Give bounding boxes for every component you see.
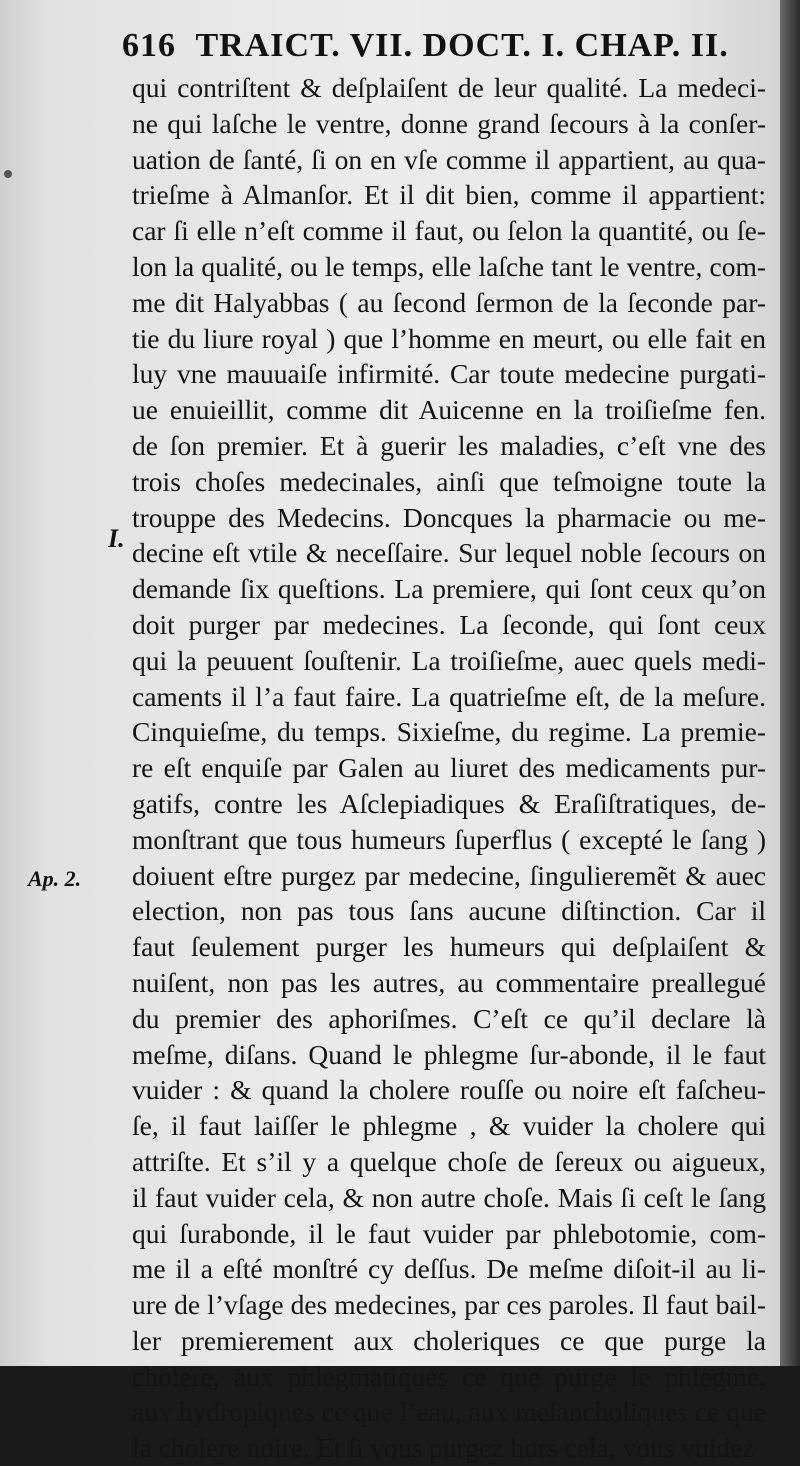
- running-header: [122, 26, 762, 66]
- text-line: attriſte. Et s’il y a quelque choſe de ſereux ou aigueux,: [132, 1145, 766, 1177]
- text-line: caments il l’a faut faire. La quatrieſme eſt, de la meſure.: [132, 680, 766, 712]
- text-line: gatifs, contre les Aſclepiadiques & Eraſiſtratiques, de-: [132, 787, 766, 819]
- running-title: TRAICT. VII. DOCT. I. CHAP. II.: [195, 27, 729, 64]
- text-line: uation de ſanté, ſi on en vſe comme il appartient, au qua-: [132, 143, 766, 175]
- text-line: meſme, diſans. Quand le phlegme ſur-abonde, il le faut: [132, 1038, 766, 1070]
- text-line: qui contriſtent & deſplaiſent de leur qualité. La medeci-: [132, 72, 766, 103]
- text-line: car ſi elle n’eſt comme il faut, ou ſelon la quantité, ou ſe-: [132, 215, 766, 247]
- text-line: monſtrant que tous humeurs ſuperflus ( excepté le ſang ): [132, 823, 766, 855]
- text-line: ler premierement aux choleriques ce que purge la: [132, 1324, 766, 1356]
- text-line: re eſt enquiſe par Galen au liuret des medicaments pur-: [132, 752, 766, 784]
- text-line: decine eſt vtile & neceſſaire. Sur lequel noble ſecours on: [132, 537, 766, 569]
- text-line: trois choſes medecinales, ainſi que teſmoigne toute la: [132, 465, 766, 497]
- text-line: ſe, il faut laiſſer le phlegme , & vuider la cholere qui: [132, 1110, 766, 1142]
- text-line: me dit Halyabbas ( au ſecond ſermon de la ſeconde par-: [132, 286, 766, 318]
- margin-note-roman-one: I.: [108, 524, 125, 553]
- page-number: 616: [122, 27, 176, 64]
- text-line: il faut vuider cela, & non autre choſe. Mais ſi ceſt le ſang: [132, 1181, 766, 1213]
- text-line: qui ſurabonde, il le faut vuider par phlebotomie, com-: [132, 1217, 766, 1249]
- text-line: doiuent eſtre purgez par medecine, ſingulieremẽt & auec: [132, 859, 766, 891]
- book-gutter-shadow: [780, 0, 800, 1366]
- text-line: tie du liure royal ) que l’homme en meurt, ou elle fait en: [132, 322, 766, 354]
- text-line: du premier des aphoriſmes. C’eſt ce qu’il declare là: [132, 1002, 766, 1034]
- text-line: cholere, aux phlegmatiques ce que purge le phlegme,: [132, 1360, 766, 1392]
- text-line: faut ſeulement purger les humeurs qui deſplaiſent &: [132, 931, 766, 963]
- text-line: aux hydropiques ce que l’eau, aux melancholiques ce que: [132, 1396, 766, 1428]
- text-line: la cholere noire. Et ſi vous purgez hors cela, vous vuidez: [132, 1432, 755, 1464]
- margin-note-aphorism-reference: Ap. 2.: [28, 866, 82, 891]
- text-body: [132, 70, 766, 1466]
- text-line: de ſon premier. Et à guerir les maladies, c’eſt vne des: [132, 429, 766, 461]
- text-line: luy vne mauuaiſe infirmité. Car toute medecine purgati-: [132, 358, 766, 390]
- text-line: lon la qualité, ou le temps, elle laſche tant le ventre, com-: [132, 250, 766, 282]
- text-line: Cinquieſme, du temps. Sixieſme, du regime. La premie-: [132, 716, 766, 748]
- text-line: demande ſix queſtions. La premiere, qui ſont ceux qu’on: [132, 573, 766, 605]
- text-line: ue enuieillit, comme dit Auicenne en la troiſieſme fen.: [132, 394, 766, 426]
- text-line: ure de l’vſage des medecines, par ces paroles. Il faut bail-: [132, 1289, 766, 1321]
- margin-dot-mark: [4, 170, 12, 178]
- text-line: vuider : & quand la cholere rouſſe ou noire eſt faſcheu-: [132, 1074, 766, 1106]
- text-line: election, non pas tous ſans aucune diſtinction. Car il: [132, 895, 766, 927]
- text-line: trouppe des Medecins. Doncques la pharmacie ou me-: [132, 501, 766, 533]
- text-line: nuiſent, non pas les autres, au commentaire preallegué: [132, 966, 766, 998]
- text-line: trieſme à Almanſor. Et il dit bien, comme il appartient:: [132, 179, 766, 211]
- text-line: qui la peuuent ſouſtenir. La troiſieſme, auec quels medi-: [132, 644, 766, 676]
- text-line: doit purger par medecines. La ſeconde, qui ſont ceux: [132, 608, 766, 640]
- text-line: me il a eſté monſtré cy deſſus. De meſme diſoit-il au li-: [132, 1253, 766, 1285]
- text-line: ne qui laſche le ventre, donne grand ſecours à la conſer-: [132, 107, 766, 139]
